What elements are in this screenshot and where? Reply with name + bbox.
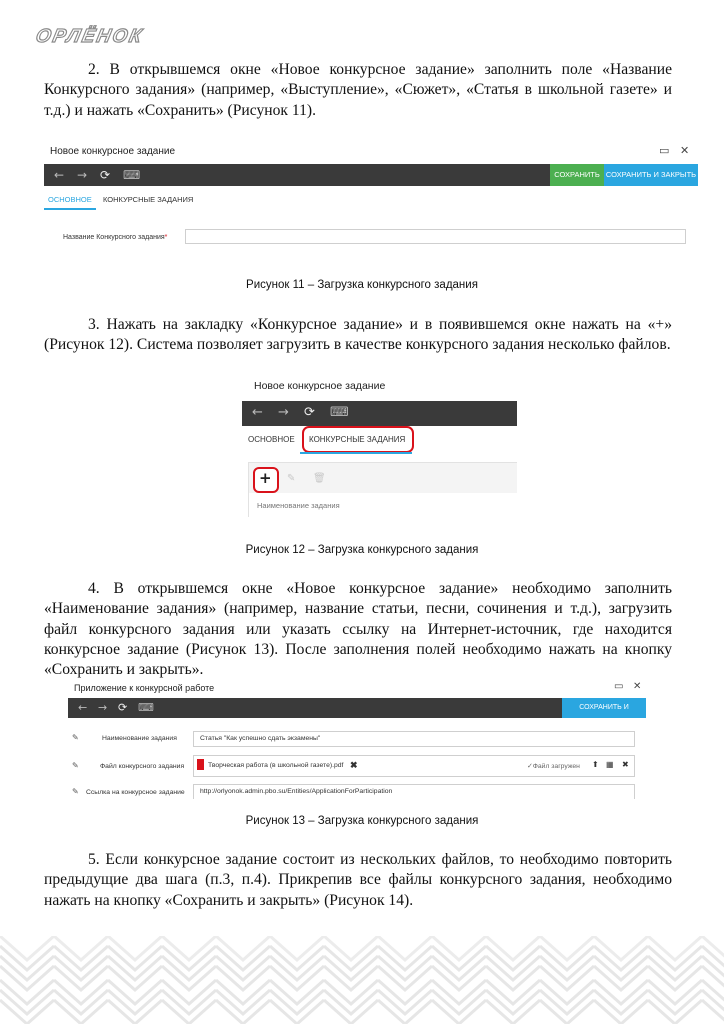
- keyboard-icon[interactable]: ⌨: [123, 168, 141, 182]
- paragraph-step-5: 5. Если конкурсное задание состоит из нескольких файлов, то необходимо повторить предыдущие два шага (п.3, п.4). Прикрепив все файлы конкурсного задания, необходимо нажать на кнопку «Сохранить и закрыть» (Рисунок 14).: [44, 851, 672, 909]
- paragraph-step-3: 3. Нажать на закладку «Конкурсное задание» и в появившемся окне нажать на «+» (Рисунок 12). Система позволяет загрузить в качестве конкурсного задания несколько файлов.: [44, 316, 672, 354]
- task-name-input[interactable]: [193, 731, 635, 747]
- back-arrow-icon[interactable]: ←: [78, 701, 88, 714]
- task-name-input[interactable]: [185, 229, 686, 244]
- window-title: Приложение к конкурсной работе: [74, 683, 215, 693]
- figure-13-caption: Рисунок 13 – Загрузка конкурсного задания: [245, 815, 479, 827]
- task-link-value: http://orlyonok.admin.pbo.su/Entities/ApplicationForParticipation: [200, 788, 393, 795]
- keyboard-icon[interactable]: ⌨: [138, 701, 154, 714]
- tab-main[interactable]: ОСНОВНОЕ: [248, 435, 295, 444]
- toolbar: [68, 698, 562, 718]
- paragraph-step-4: 4. В открывшемся окне «Новое конкурсное задание» необходимо заполнить «Наименование задания» (например, название статьи, песни, сочинения и т.д.), загрузить файл конкурсного задания или указать ссылку на Интернет-источник, где находится конкурсное задание (Рисунок 13). После заполнения полей необходимо нажать на кнопку «Сохранить и закрыть».: [44, 580, 672, 679]
- close-icon[interactable]: ✕: [633, 681, 642, 692]
- tab-competition-tasks[interactable]: КОНКУРСНЫЕ ЗАДАНИЯ: [103, 195, 194, 204]
- remove-file-icon[interactable]: ✖: [350, 760, 358, 770]
- back-arrow-icon[interactable]: ←: [252, 405, 263, 420]
- active-tab-underline: [300, 452, 412, 454]
- forward-arrow-icon[interactable]: →: [98, 701, 108, 714]
- refresh-icon[interactable]: ⟳: [118, 701, 128, 714]
- close-icon[interactable]: ✕: [680, 144, 690, 157]
- pencil-icon: ✎: [72, 733, 79, 742]
- task-name-value: Статья "Как успешно сдать экзамены": [200, 735, 321, 742]
- save-and-close-button[interactable]: СОХРАНИТЬ И ЗАКРЫТЬ: [604, 164, 698, 186]
- delete-icon[interactable]: 🗑: [313, 473, 326, 484]
- edit-icon[interactable]: ✎: [287, 473, 296, 484]
- delete-file-icon[interactable]: ✖: [622, 760, 629, 769]
- tasks-grid: [248, 462, 517, 517]
- refresh-icon[interactable]: ⟳: [100, 168, 111, 182]
- save-and-close-button[interactable]: СОХРАНИТЬ И ЗАКРЫТЬ: [562, 698, 646, 718]
- figure-12-caption: Рисунок 12 – Загрузка конкурсного задания: [245, 544, 479, 556]
- download-icon[interactable]: ▦: [606, 760, 614, 769]
- window-title: Новое конкурсное задание: [254, 380, 386, 392]
- active-tab-underline: [44, 208, 96, 210]
- file-name[interactable]: Творческая работа (в школьной газете).pdf: [208, 762, 344, 769]
- orlyonok-logo: ОРЛЁНОК: [33, 26, 146, 47]
- pencil-icon: ✎: [72, 761, 79, 770]
- forward-arrow-icon[interactable]: →: [77, 168, 88, 182]
- maximize-icon[interactable]: ▭: [614, 681, 624, 692]
- paragraph-step-2: 2. В открывшемся окне «Новое конкурсное задание» заполнить поле «Название Конкурсного задания» (например, «Выступление», «Сюжет», «Статья в школьной газете» и т.д.) и нажать «Сохранить» (Рисунок 11).: [44, 61, 672, 119]
- toolbar: [44, 164, 550, 186]
- file-uploaded-status: ✓Файл загружен: [527, 763, 580, 770]
- figure-11-caption: Рисунок 11 – Загрузка конкурсного задания: [246, 279, 478, 291]
- keyboard-icon[interactable]: ⌨: [330, 405, 349, 420]
- window-title: Новое конкурсное задание: [50, 146, 176, 157]
- decorative-chevron-pattern: [0, 936, 724, 1024]
- task-file-field: [193, 755, 635, 777]
- maximize-icon[interactable]: ▭: [659, 144, 670, 157]
- tab-main[interactable]: ОСНОВНОЕ: [48, 195, 92, 204]
- forward-arrow-icon[interactable]: →: [278, 405, 289, 420]
- task-link-input[interactable]: [193, 784, 635, 799]
- upload-icon[interactable]: ⬆: [592, 760, 599, 769]
- task-link-label: Ссылка на конкурсное задание: [86, 789, 185, 796]
- back-arrow-icon[interactable]: ←: [54, 168, 65, 182]
- task-name-label: Название Конкурсного задания*: [63, 234, 168, 241]
- tab-competition-tasks[interactable]: КОНКУРСНЫЕ ЗАДАНИЯ: [309, 435, 406, 444]
- pdf-file-icon: [197, 759, 204, 770]
- refresh-icon[interactable]: ⟳: [304, 405, 315, 420]
- save-button[interactable]: СОХРАНИТЬ: [550, 164, 604, 186]
- column-header-task-name: Наименование задания: [257, 501, 340, 510]
- task-name-label: Наименование задания: [102, 735, 177, 742]
- add-icon[interactable]: +: [259, 469, 272, 487]
- toolbar: [242, 401, 517, 426]
- pencil-icon: ✎: [72, 787, 79, 796]
- task-file-label: Файл конкурсного задания: [100, 763, 185, 770]
